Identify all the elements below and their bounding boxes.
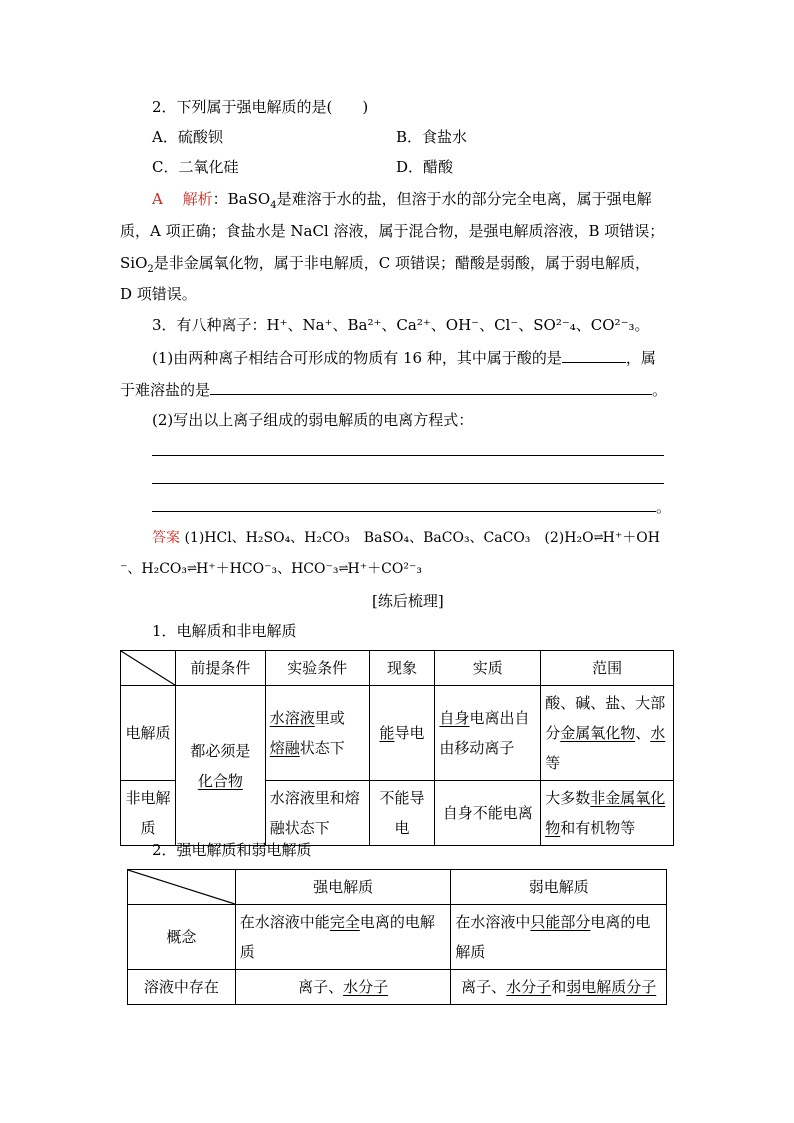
q2-analysis-line4: D 项错误。 [120,285,197,303]
strong-concept: 在水溶液中能完全电离的电解质 [235,905,451,970]
q2-analysis-line3: SiO$_2$是非金属氧化物，属于非电解质，C 项错误；醋酸是弱酸，属于弱电解质， [120,254,650,275]
strong-existence: 离子、水分子 [235,970,451,1005]
analysis-label: 解析 [182,190,213,208]
header-phenomenon: 现象 [369,651,435,686]
s2-title: 2．强电解质和弱电解质 [152,841,312,859]
header-condition: 实验条件 [265,651,369,686]
answer-line[interactable] [152,455,664,456]
q2-option-a: A．硫酸钡 [152,128,223,146]
header-scope: 范围 [541,651,674,686]
electrolyte-condition: 水溶液里或 熔融状态下 [265,686,369,781]
q3-answer-line2: ⁻、H₂CO₃⇌H⁺＋HCO⁻₃、HCO⁻₃⇌H⁺＋CO²⁻₃ [120,558,422,579]
header-weak: 弱电解质 [451,870,667,905]
q2-answer: A [152,190,163,208]
weak-concept: 在水溶液中只能部分电离的电解质 [451,905,667,970]
row-label-electrolyte: 电解质 [121,686,176,781]
equilibrium-arrow-icon: ⇌ [593,530,603,544]
strength-table [127,869,667,1005]
electrolyte-table [120,650,674,846]
answer-blank[interactable] [210,378,652,395]
answer-blank[interactable] [562,346,626,363]
header-corner [121,651,176,686]
s1-title: 1．电解质和非电解质 [152,622,297,640]
equilibrium-arrow-icon: ⇌ [187,561,197,575]
q2-option-b: B．食盐水 [396,128,468,146]
header-premise: 前提条件 [175,651,265,686]
row-label-concept: 概念 [128,905,236,970]
answer-line[interactable] [152,483,664,484]
non-electrolyte-phenomenon: 不能导电 [369,781,435,846]
header-corner [128,870,236,905]
q3-stem: 3．有八种离子：H⁺、Na⁺、Ba²⁺、Ca²⁺、OH⁻、Cl⁻、SO²⁻₄、CO²⁻₃。 [152,316,650,334]
premise-cell: 都必须是 化合物 [175,686,265,846]
electrolyte-essence: 自身电离出自由移动离子 [435,686,541,781]
q3-answer-line1: 答案 (1)HCl、H₂SO₄、H₂CO₃ BaSO₄、BaCO₃、CaCO₃ (2)H₂O⇌H⁺＋OH [152,527,660,548]
answer-label: 答案 [152,530,180,546]
q2-analysis-line1: A 解析：BaSO$_4$是难溶于水的盐，但溶于水的部分完全电离，属于强电解 [152,190,652,211]
header-essence: 实质 [435,651,541,686]
non-electrolyte-condition: 水溶液里和熔融状态下 [265,781,369,846]
q2-stem: 2．下列属于强电解质的是( ) [152,98,369,116]
answer-line[interactable] [152,511,656,512]
row-label-non-electrolyte: 非电解质 [121,781,176,846]
q3-part2-end: 。 [656,498,672,516]
equilibrium-arrow-icon: ⇌ [338,561,348,575]
non-electrolyte-scope: 大多数非金属氧化物和有机物等 [541,781,674,846]
q2-option-d: D．醋酸 [396,158,454,176]
non-electrolyte-essence: 自身不能电离 [435,781,541,846]
q2-analysis-line2: 质，A 项正确；食盐水是 NaCl 溶液，属于混合物，是强电解质溶液，B 项错误； [120,222,665,240]
electrolyte-phenomenon: 能导电 [369,686,435,781]
header-strong: 强电解质 [235,870,451,905]
section-title: [练后梳理] [372,592,444,610]
weak-existence: 离子、水分子和弱电解质分子 [451,970,667,1005]
q3-part1-line2: 于难溶盐的是 。 [120,378,667,400]
electrolyte-scope: 酸、碱、盐、大部分金属氧化物、水等 [541,686,674,781]
row-label-existence: 溶液中存在 [128,970,236,1005]
q2-option-c: C．二氧化硅 [152,158,239,176]
q3-part2: (2)写出以上离子组成的弱电解质的电离方程式： [152,411,474,429]
q3-part1-line1: (1)由两种离子相结合可形成的物质有 16 种，其中属于酸的是 ，属 [152,346,656,368]
